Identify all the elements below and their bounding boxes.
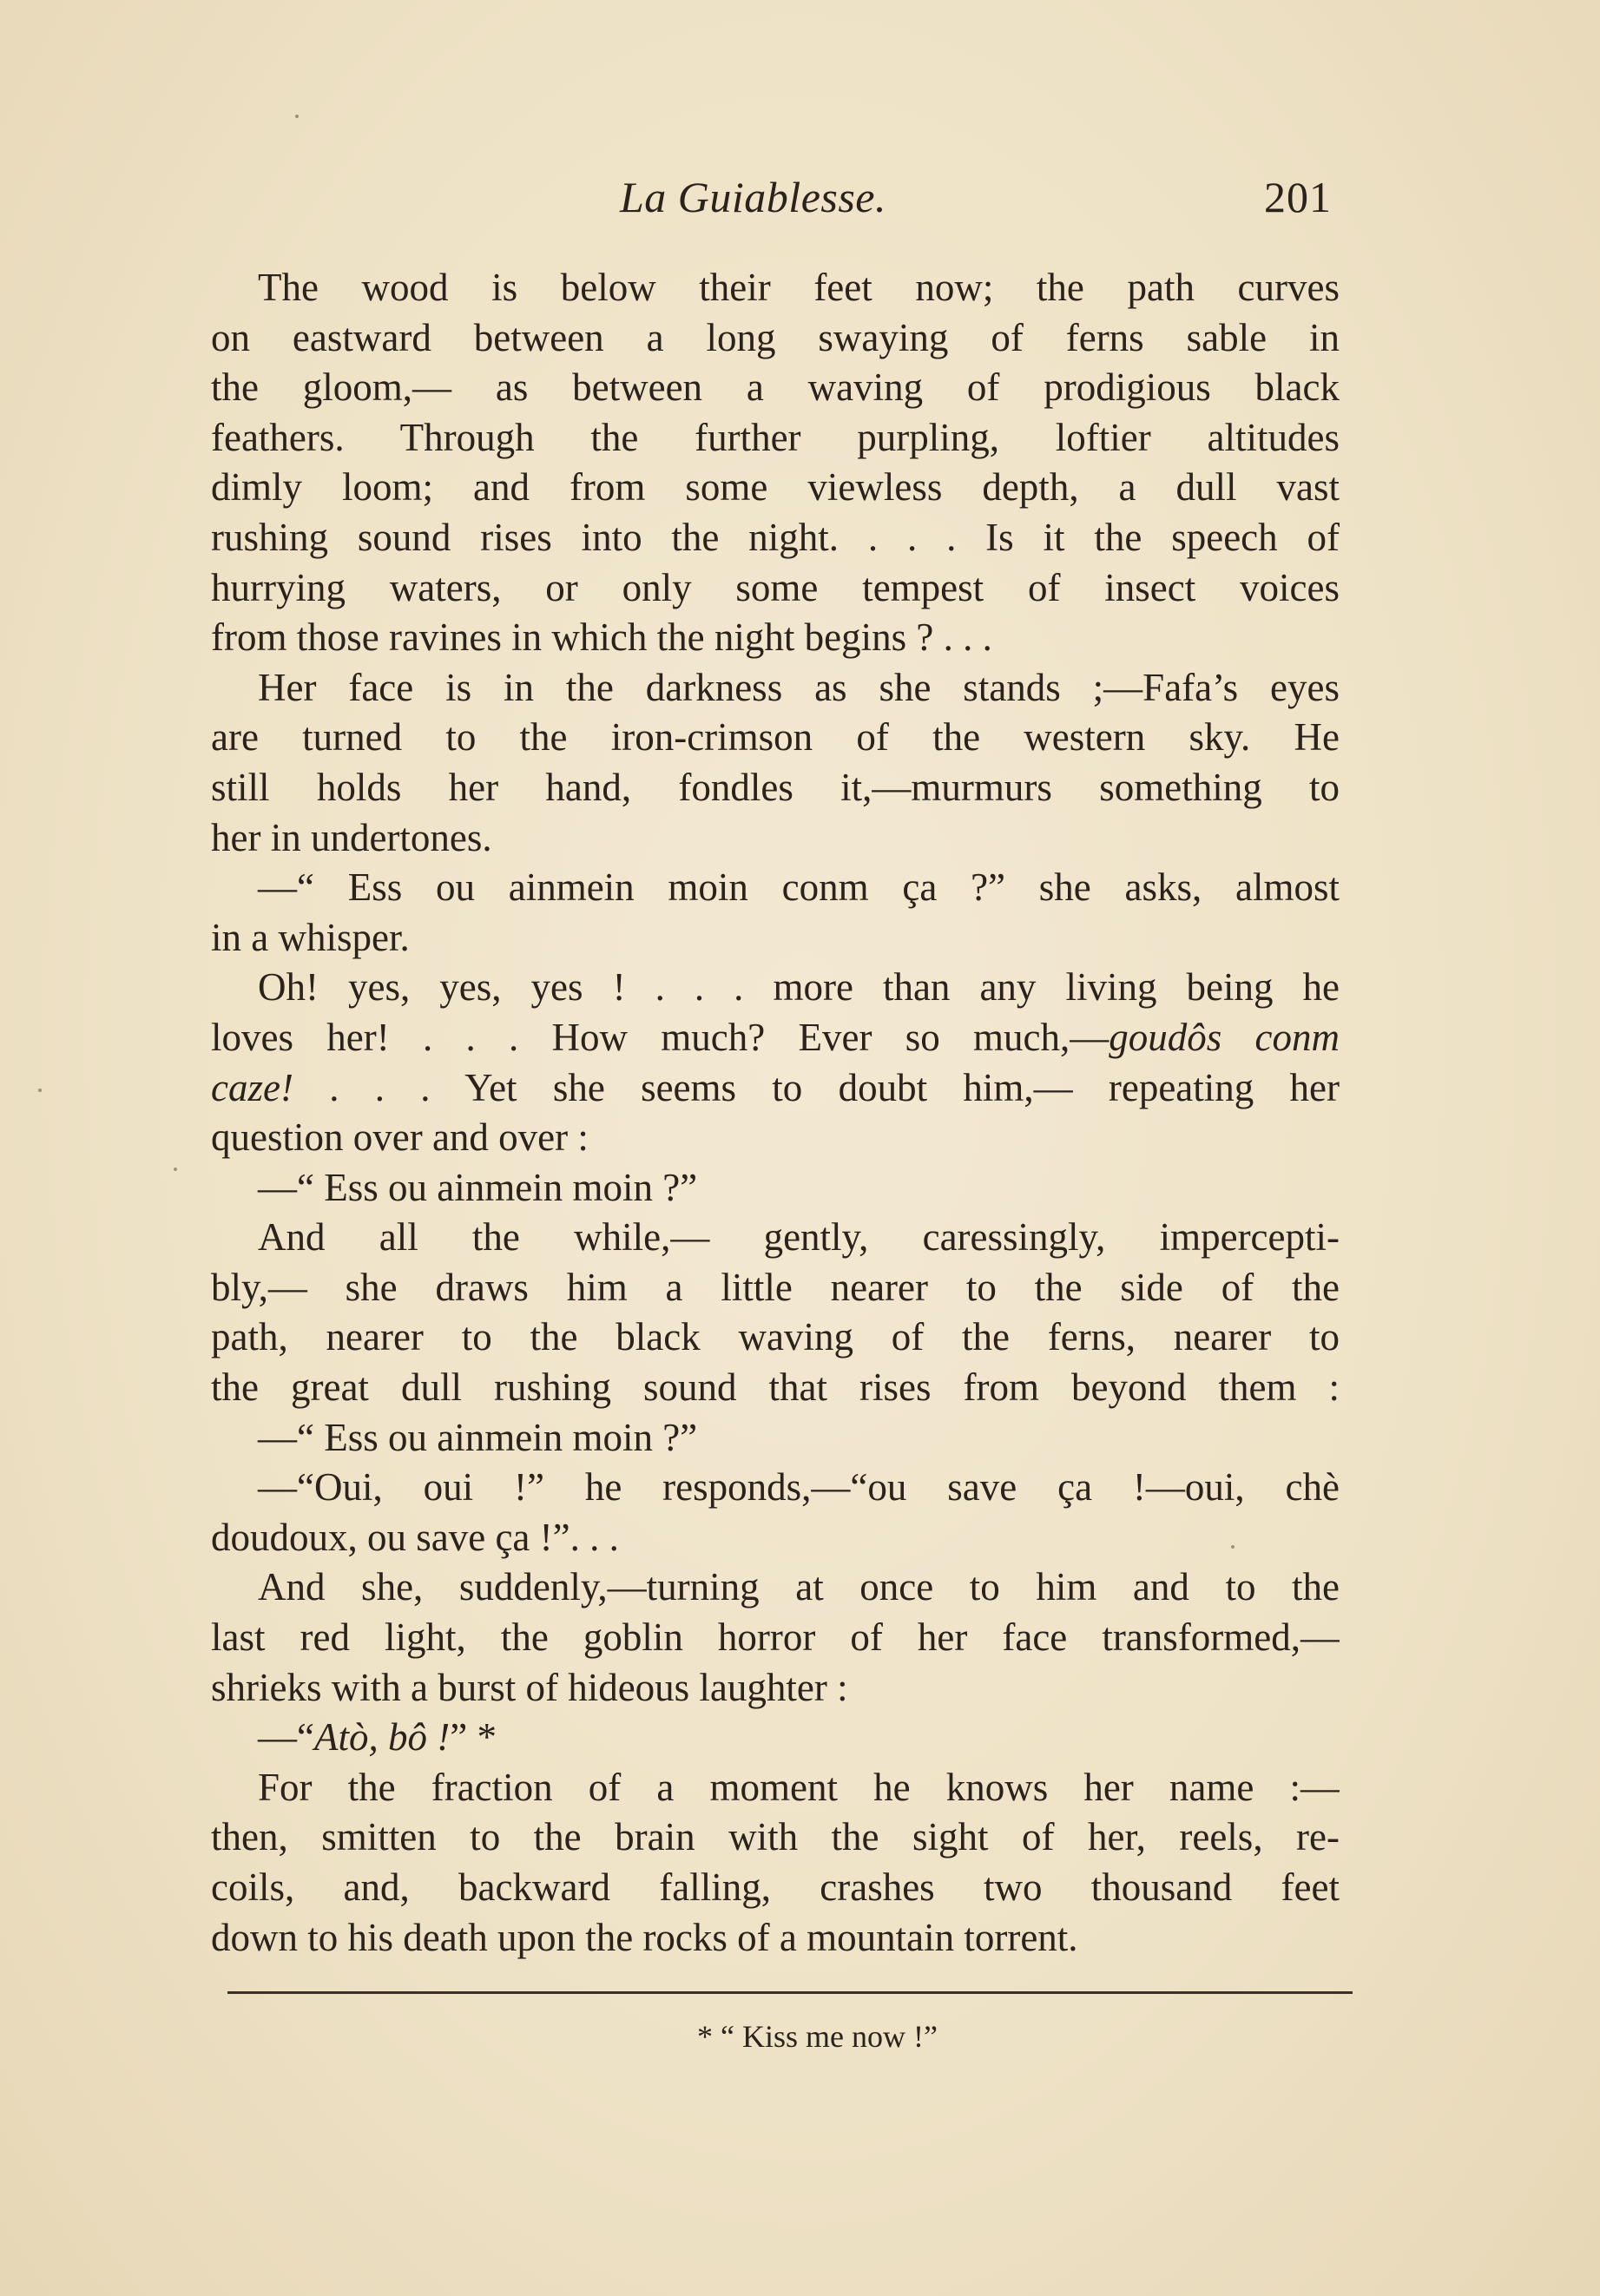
text-line: And all the while,— gently, caressingly, impercepti-	[258, 1215, 1340, 1260]
text-line: —“ Ess ou ainmein moin conm ça ?” she asks, almost	[258, 865, 1340, 910]
text-line	[211, 1063, 1340, 1114]
text-line: are turned to the iron-crimson of the western sky. He	[211, 715, 1340, 760]
text-line: Her face is in the darkness as she stands ;—Fafa’s eyes	[258, 665, 1340, 709]
paper-speck	[1231, 1545, 1235, 1549]
text-line: hurrying waters, or only some tempest of insect voices	[211, 565, 1340, 609]
body-text	[211, 263, 1340, 1963]
text-line: rushing sound rises into the night. . . . Is it the speech of	[211, 515, 1340, 559]
text-segment: loves her! . . . How much? Ever so much,—	[211, 1015, 1109, 1059]
text-line: question over and over :	[211, 1115, 589, 1160]
footnote: * “ Kiss me now !”	[697, 2019, 938, 2054]
text-line: path, nearer to the black waving of the ferns, nearer to	[211, 1315, 1340, 1359]
text-line: Oh! yes, yes, yes ! . . . more than any living being he	[258, 965, 1340, 1010]
text-segment: ” *	[450, 1715, 497, 1760]
running-title: La Guiablesse.	[620, 173, 886, 221]
text-line	[211, 1713, 1340, 1763]
text-line: her in undertones.	[211, 815, 492, 859]
text-line: shrieks with a burst of hideous laughter :	[211, 1665, 848, 1709]
text-segment: . . . Yet she seems to doubt him,— repeating her	[293, 1065, 1340, 1109]
italic-phrase: caze!	[211, 1065, 293, 1109]
text-line: feathers. Through the further purpling, loftier altitudes	[211, 415, 1340, 459]
text-line: on eastward between a long swaying of ferns sable in	[211, 315, 1340, 359]
paper-speck	[38, 1089, 42, 1092]
text-line: in a whisper.	[211, 915, 410, 959]
text-line: then, smitten to the brain with the sight of her, reels, re-	[211, 1815, 1340, 1859]
paper-speck	[174, 1168, 177, 1171]
text-line: down to his death upon the rocks of a mountain torrent.	[211, 1915, 1078, 1959]
text-line: And she, suddenly,—turning at once to him and to the	[258, 1565, 1340, 1609]
text-line: the gloom,— as between a waving of prodigious black	[211, 365, 1340, 410]
text-line: doudoux, ou save ça !”. . .	[211, 1515, 619, 1559]
text-line: dimly loom; and from some viewless depth, a dull vast	[211, 465, 1340, 510]
text-line: —“Oui, oui !” he responds,—“ou save ça !—oui, chè	[258, 1465, 1340, 1510]
text-line: the great dull rushing sound that rises from beyond them :	[211, 1365, 1340, 1410]
text-line	[211, 1013, 1340, 1063]
paper-speck	[295, 115, 299, 118]
text-line: still holds her hand, fondles it,—murmurs something to	[211, 765, 1340, 809]
page-header	[208, 172, 1337, 233]
page-number: 201	[1264, 173, 1332, 221]
text-line: The wood is below their feet now; the path curves	[258, 266, 1340, 309]
italic-phrase: Atò, bô !	[313, 1715, 451, 1760]
text-line: from those ravines in which the night begins ? . . .	[211, 615, 992, 660]
text-line: last red light, the goblin horror of her face transformed,—	[211, 1615, 1340, 1660]
text-line: bly,— she draws him a little nearer to the side of the	[211, 1265, 1340, 1309]
text-line: For the fraction of a moment he knows her name :—	[258, 1765, 1340, 1809]
text-line: coils, and, backward falling, crashes two thousand feet	[211, 1865, 1340, 1909]
text-line: —“ Ess ou ainmein moin ?”	[258, 1415, 698, 1459]
italic-phrase: goudôs conm	[1109, 1015, 1340, 1059]
text-line: —“ Ess ou ainmein moin ?”	[258, 1165, 698, 1209]
footnote-rule	[227, 1991, 1353, 1994]
text-segment: —“	[258, 1715, 314, 1760]
